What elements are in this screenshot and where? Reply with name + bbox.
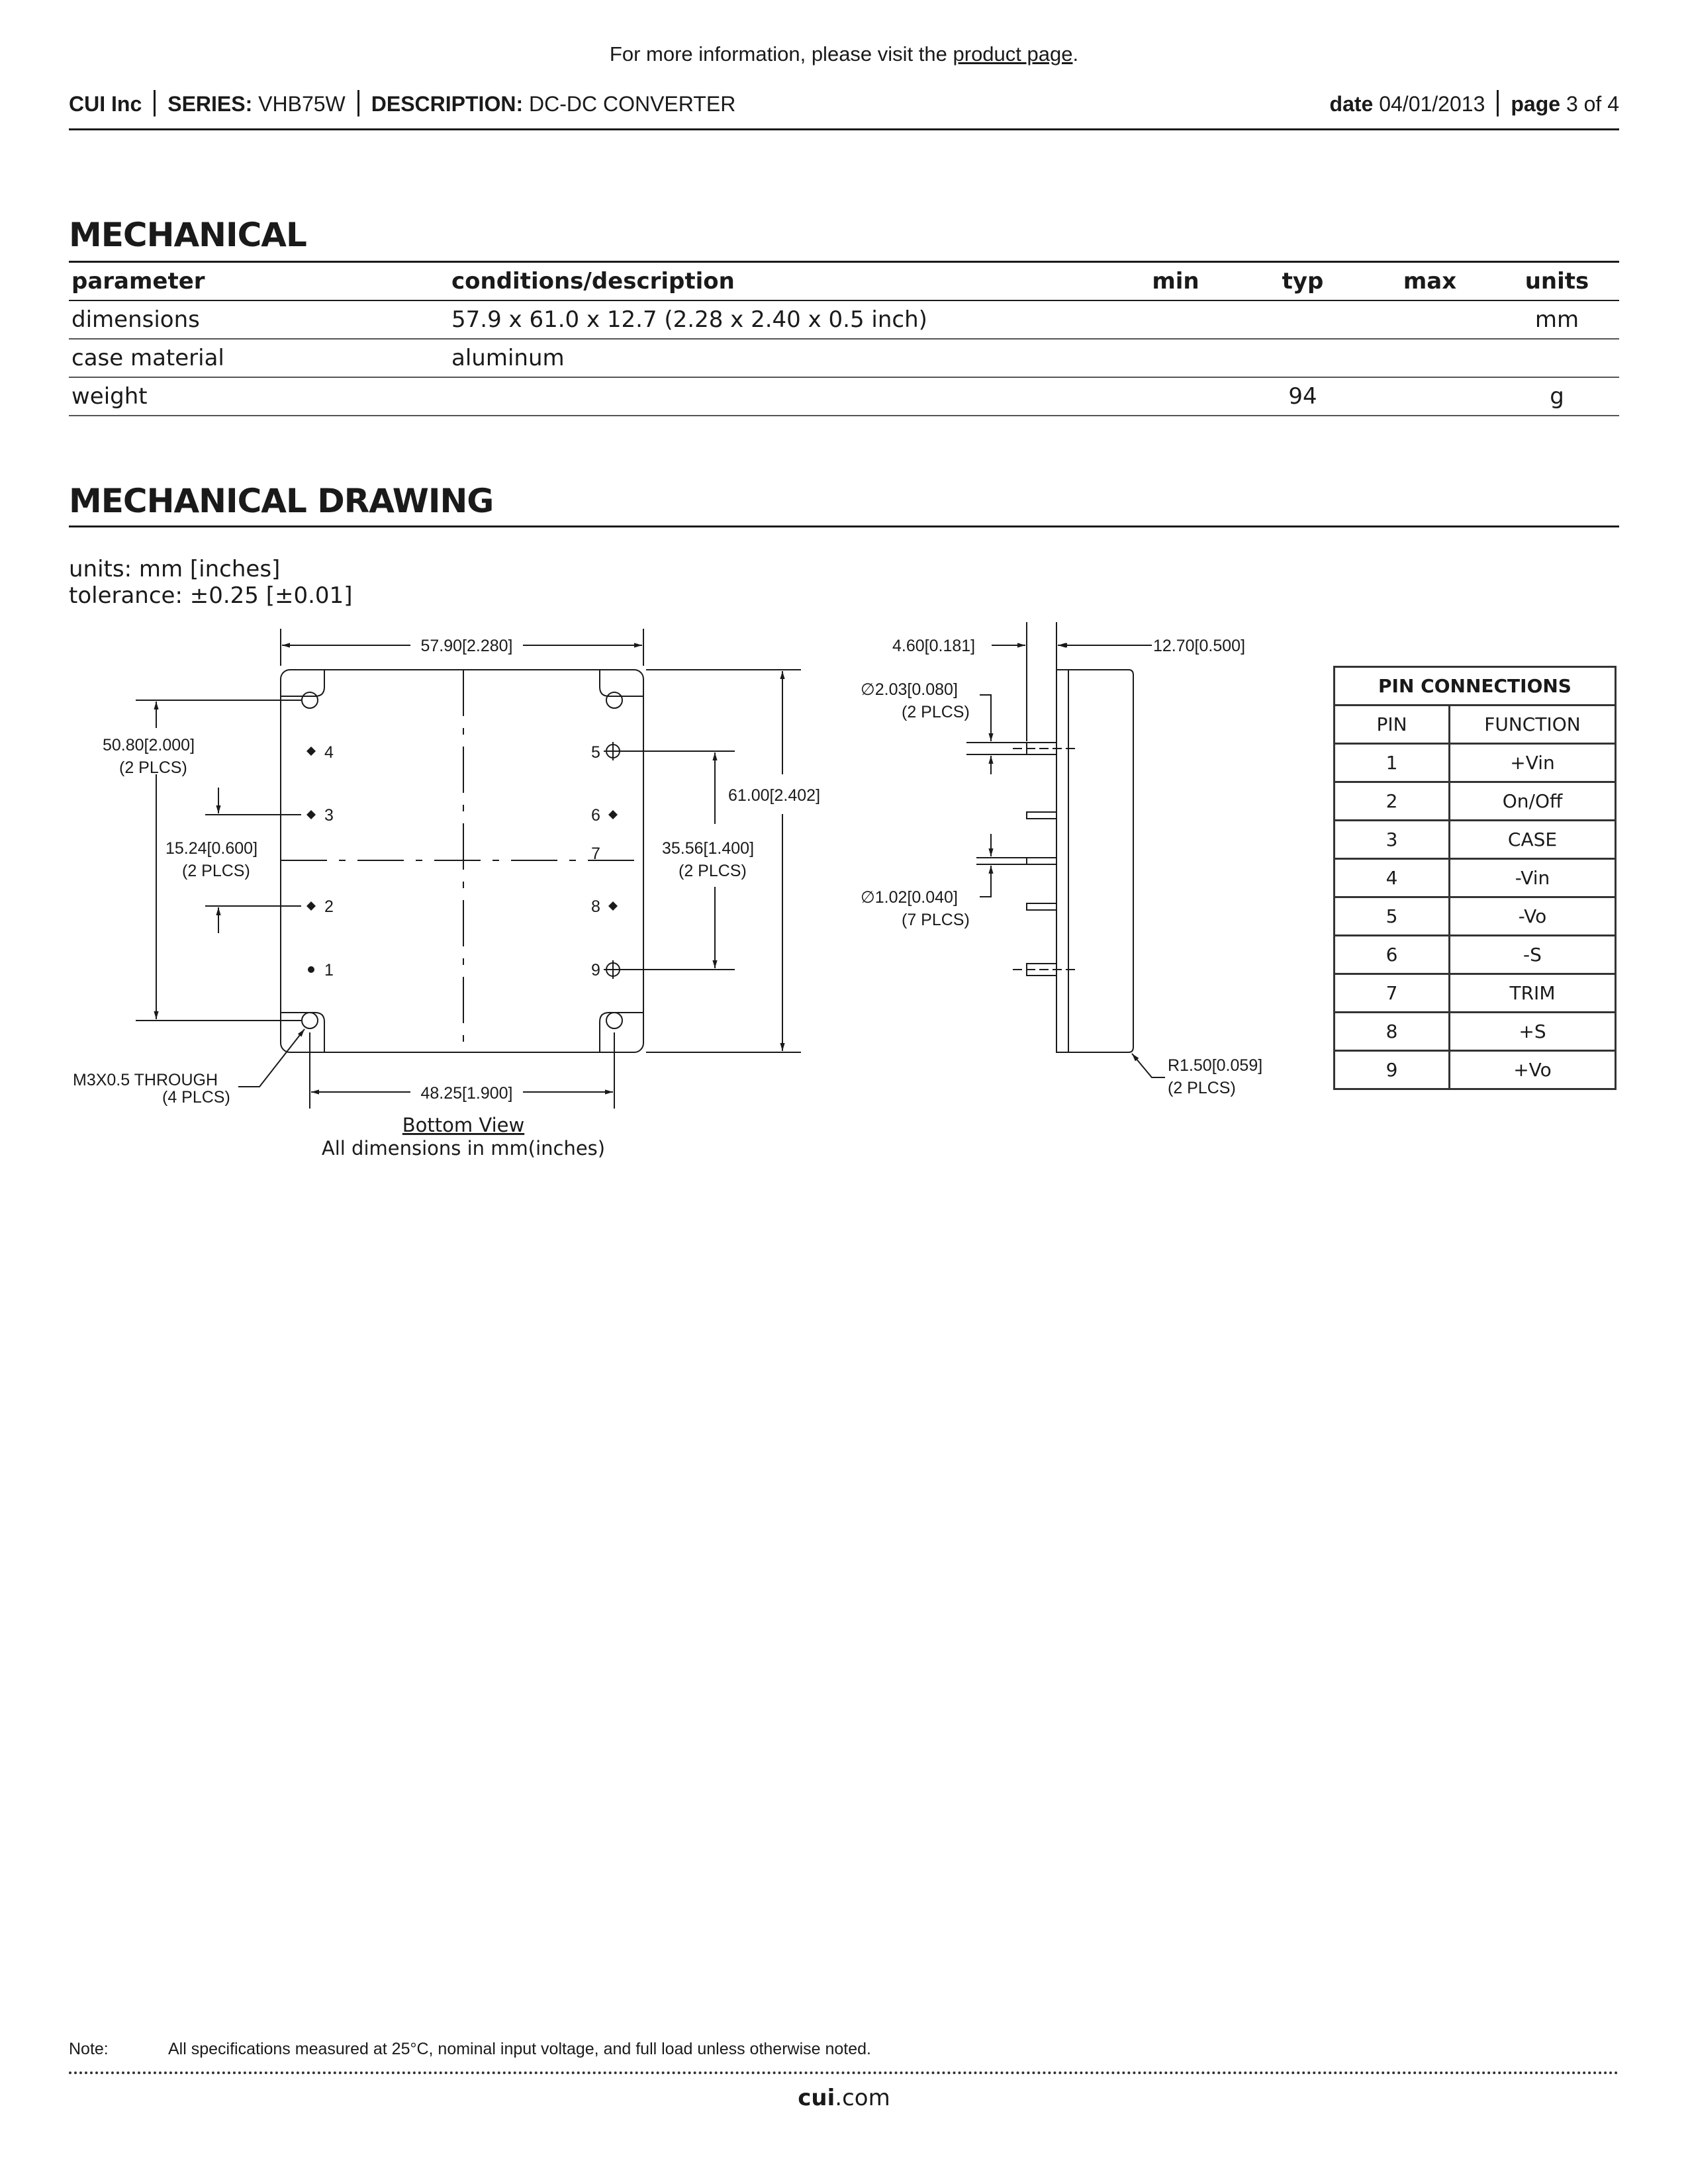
pin-2-marker — [306, 901, 316, 911]
pin-function: -Vo — [1450, 897, 1616, 936]
mount-hole-icon — [606, 692, 622, 708]
pin-function: +S — [1450, 1013, 1616, 1051]
pin-label-3: 3 — [324, 806, 334, 825]
cell-parameter: weight — [69, 377, 449, 416]
mount-label: M3X0.5 THROUGH — [73, 1071, 218, 1089]
header-divider — [1497, 90, 1499, 116]
pin-label-6: 6 — [591, 806, 600, 825]
top-info-period: . — [1072, 42, 1079, 66]
mechanical-title: MECHANICAL — [69, 216, 306, 254]
radius-dim-label: R1.50[0.059] — [1168, 1056, 1263, 1075]
product-page-link[interactable]: product page — [953, 42, 1073, 66]
cell-conditions: 57.9 x 61.0 x 12.7 (2.28 x 2.40 x 0.5 inch) — [449, 300, 1111, 339]
document-header — [69, 90, 1619, 118]
pin-function: +Vin — [1450, 744, 1616, 782]
cell-max — [1365, 339, 1492, 377]
table-row — [1335, 1051, 1616, 1089]
header-min: min — [1111, 262, 1238, 300]
pin-length-dim-label: 4.60[0.181] — [892, 637, 976, 655]
cell-conditions: aluminum — [449, 339, 1111, 377]
mount-plcs-label: (4 PLCS) — [162, 1088, 230, 1107]
pin-header: PIN — [1335, 705, 1450, 744]
cell-max — [1365, 377, 1492, 416]
cell-min — [1111, 339, 1238, 377]
pin-label-4: 4 — [324, 743, 334, 762]
date-value: 04/01/2013 — [1379, 92, 1485, 116]
footer-domain: .com — [835, 2085, 890, 2111]
pin-pitch-dim-label: 15.24[0.600] — [165, 839, 258, 858]
pin-function: -S — [1450, 936, 1616, 974]
pin-right-plcs-label: (2 PLCS) — [679, 862, 747, 880]
page-value: 3 of 4 — [1566, 92, 1619, 116]
series-value: VHB75W — [258, 92, 346, 116]
header-divider — [357, 90, 359, 116]
pin-table-title-row — [1335, 667, 1616, 705]
pin-function: CASE — [1450, 821, 1616, 859]
function-header: FUNCTION — [1450, 705, 1616, 744]
pin-label-1: 1 — [324, 961, 334, 979]
pin-1-marker — [308, 967, 314, 972]
pin-number: 4 — [1335, 859, 1450, 897]
pin-label-8: 8 — [591, 897, 600, 916]
height-dim-label: 61.00[2.402] — [728, 786, 821, 805]
pin-number: 7 — [1335, 974, 1450, 1013]
table-row — [1335, 859, 1616, 897]
footnote — [69, 2040, 871, 2059]
pin-number: 8 — [1335, 1013, 1450, 1051]
pin-label-7: 7 — [591, 844, 600, 863]
cell-units: g — [1492, 377, 1619, 416]
small-pin-plcs-label: (7 PLCS) — [902, 911, 970, 929]
date-label: date — [1329, 92, 1374, 116]
pin-3-marker — [306, 810, 316, 819]
table-row — [1335, 744, 1616, 782]
table-row — [69, 300, 1619, 339]
table-row — [69, 377, 1619, 416]
pin-function: +Vo — [1450, 1051, 1616, 1089]
footer-url[interactable] — [0, 2085, 1688, 2111]
description-label: DESCRIPTION: — [371, 92, 524, 116]
table-row — [1335, 897, 1616, 936]
tolerance-line: tolerance: ±0.25 [±0.01] — [69, 582, 353, 609]
pin-number: 6 — [1335, 936, 1450, 974]
company-name: CUI Inc — [69, 92, 142, 116]
series-label: SERIES: — [167, 92, 253, 116]
pin-table-header-row — [1335, 705, 1616, 744]
table-row — [1335, 782, 1616, 821]
table-row — [1335, 936, 1616, 974]
cell-parameter: case material — [69, 339, 449, 377]
pin-number: 1 — [1335, 744, 1450, 782]
units-line: units: mm [inches] — [69, 556, 281, 582]
mechanical-drawing-title: MECHANICAL DRAWING — [69, 482, 494, 520]
large-pin-plcs-label: (2 PLCS) — [902, 703, 970, 721]
pin-number: 9 — [1335, 1051, 1450, 1089]
table-row — [1335, 974, 1616, 1013]
drawing-rule — [69, 525, 1619, 527]
header-conditions: conditions/description — [449, 262, 1111, 300]
cell-conditions — [449, 377, 1111, 416]
pin-4-marker — [306, 747, 316, 756]
pin-number: 5 — [1335, 897, 1450, 936]
side-view-pins — [1027, 743, 1056, 976]
pin-8-marker — [608, 901, 618, 911]
top-info-text: For more information, please visit the — [609, 42, 953, 66]
mechanical-table — [69, 261, 1619, 416]
cell-units: mm — [1492, 300, 1619, 339]
width-dim-label: 57.90[2.280] — [420, 637, 513, 655]
header-max: max — [1365, 262, 1492, 300]
cell-min — [1111, 300, 1238, 339]
pin-label-2: 2 — [324, 897, 334, 916]
header-divider — [154, 90, 156, 116]
hole-span-dim-label: 48.25[1.900] — [420, 1084, 513, 1103]
cell-max — [1365, 300, 1492, 339]
mount-hole-icon — [302, 1013, 318, 1028]
pin-function: -Vin — [1450, 859, 1616, 897]
header-parameter: parameter — [69, 262, 449, 300]
pin-pitch-plcs-label: (2 PLCS) — [182, 862, 250, 880]
pin-vert-dim-label: 50.80[2.000] — [103, 736, 195, 754]
top-info-line — [0, 42, 1688, 66]
mount-hole-icon — [606, 1013, 622, 1028]
table-row — [1335, 1013, 1616, 1051]
pin-function: TRIM — [1450, 974, 1616, 1013]
dimensions-caption: All dimensions in mm(inches) — [321, 1137, 606, 1160]
note-label: Note: — [69, 2040, 109, 2058]
footer-dotted-rule — [69, 2071, 1619, 2074]
pin-6-marker — [608, 810, 618, 819]
pin-right-dim-label: 35.56[1.400] — [662, 839, 755, 858]
pin-number: 3 — [1335, 821, 1450, 859]
pin-vert-plcs-label: (2 PLCS) — [119, 758, 187, 777]
mount-hole-icon — [302, 692, 318, 708]
pin-number: 2 — [1335, 782, 1450, 821]
header-units: units — [1492, 262, 1619, 300]
pin-label-9: 9 — [591, 961, 600, 979]
mount-boss-tr — [600, 670, 643, 696]
page-label: page — [1511, 92, 1561, 116]
header-typ: typ — [1238, 262, 1365, 300]
side-height-dim-label: 12.70[0.500] — [1153, 637, 1246, 655]
description-value: DC-DC CONVERTER — [528, 92, 736, 116]
radius-plcs-label: (2 PLCS) — [1168, 1079, 1236, 1097]
mount-boss-tl — [281, 670, 324, 696]
pin-connections-table — [1333, 666, 1617, 1090]
cell-units — [1492, 339, 1619, 377]
table-row — [69, 339, 1619, 377]
table-row — [1335, 821, 1616, 859]
cell-typ — [1238, 339, 1365, 377]
cell-typ: 94 — [1238, 377, 1365, 416]
note-text: All specifications measured at 25°C, nominal input voltage, and full load unless otherwise noted. — [168, 2040, 871, 2058]
pin-table-title: PIN CONNECTIONS — [1335, 667, 1616, 705]
cell-min — [1111, 377, 1238, 416]
pin-label-5: 5 — [591, 743, 600, 762]
table-header-row — [69, 262, 1619, 300]
header-rule — [69, 128, 1619, 130]
small-pin-dim-label: ∅1.02[0.040] — [861, 888, 958, 907]
pin-function: On/Off — [1450, 782, 1616, 821]
cell-typ — [1238, 300, 1365, 339]
bottom-view-label: Bottom View — [402, 1114, 525, 1136]
cell-parameter: dimensions — [69, 300, 449, 339]
large-pin-dim-label: ∅2.03[0.080] — [861, 680, 958, 699]
footer-brand: cui — [798, 2085, 835, 2111]
